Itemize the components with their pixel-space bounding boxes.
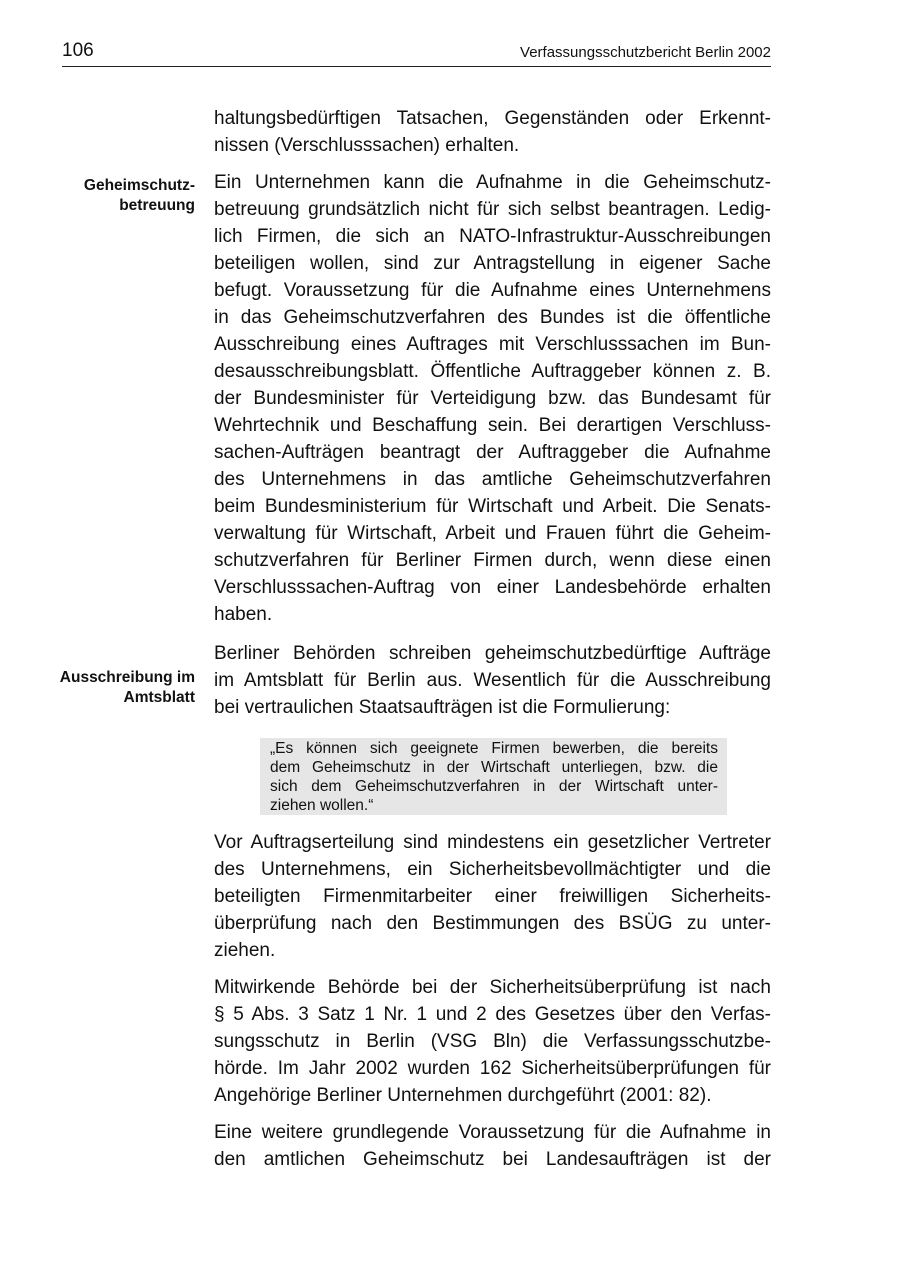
quote-line: dem Geheimschutz in der Wirtschaft unterliegen, bzw. die xyxy=(270,759,718,776)
text-line: haltungsbedürftigen Tatsachen, Gegenständen oder Erkennt- xyxy=(214,108,771,129)
paragraph-sicherheitsueberpruefung xyxy=(214,974,771,1109)
paragraph-geheimschutzbetreuung xyxy=(214,169,771,628)
text-line: beteiligen wollen, sind zur Antragstellung in eigener Sache xyxy=(214,253,771,274)
margin-note-ausschreibung-im-amtsblatt xyxy=(20,668,195,708)
text-line: Ausschreibung eines Auftrages mit Verschlusssachen im Bun- xyxy=(214,334,771,355)
quote-text xyxy=(270,739,718,815)
quote-line: „Es können sich geeignete Firmen bewerben, die bereits xyxy=(270,740,718,757)
text-line: befugt. Voraussetzung für die Aufnahme eines Unternehmens xyxy=(214,280,771,301)
margin-note-line: Geheimschutz- xyxy=(83,177,195,194)
paragraph-ausschreibung xyxy=(214,640,771,721)
text-line: sachen-Aufträgen beantragt der Auftraggeber die Aufnahme xyxy=(214,442,771,463)
text-line: beim Bundesministerium für Wirtschaft und Arbeit. Die Senats- xyxy=(214,496,771,517)
text-line: verwaltung für Wirtschaft, Arbeit und Frauen führt die Geheim- xyxy=(214,523,771,544)
quote-line: sich dem Geheimschutzverfahren in der Wirtschaft unter- xyxy=(270,778,718,795)
text-line: Wehrtechnik und Beschaffung sein. Bei derartigen Verschluss- xyxy=(214,415,771,436)
text-line: Angehörige Berliner Unternehmen durchgeführt (2001: 82). xyxy=(214,1085,712,1106)
text-line: Vor Auftragserteilung sind mindestens ein gesetzlicher Vertreter xyxy=(214,832,771,853)
text-line: sungsschutz in Berlin (VSG Bln) die Verfassungsschutzbe- xyxy=(214,1031,771,1052)
text-line: beteiligten Firmenmitarbeiter einer freiwilligen Sicherheits- xyxy=(214,886,771,907)
text-line: haben. xyxy=(214,604,273,625)
text-line: des Unternehmens, ein Sicherheitsbevollmächtigter und die xyxy=(214,859,771,880)
text-line: im Amtsblatt für Berlin aus. Wesentlich für die Ausschreibung xyxy=(214,670,771,691)
text-line: Verschlusssachen-Auftrag von einer Landesbehörde erhalten xyxy=(214,577,771,598)
margin-note-line: Amtsblatt xyxy=(123,689,195,706)
paragraph-voraussetzung xyxy=(214,1119,771,1173)
text-line: betreuung grundsätzlich nicht für sich selbst beantragen. Ledig- xyxy=(214,199,771,220)
margin-note-geheimschutzbetreuung xyxy=(20,176,195,216)
margin-note-line: Ausschreibung im xyxy=(59,669,195,686)
text-line: Eine weitere grundlegende Voraussetzung für die Aufnahme in xyxy=(214,1122,771,1143)
paragraph-auftragserteilung xyxy=(214,829,771,964)
margin-note-line: betreuung xyxy=(119,197,195,214)
text-line: Mitwirkende Behörde bei der Sicherheitsüberprüfung ist nach xyxy=(214,977,771,998)
text-line: ziehen. xyxy=(214,940,276,961)
running-title: Verfassungsschutzbericht Berlin 2002 xyxy=(520,44,771,61)
text-line: Berliner Behörden schreiben geheimschutzbedürftige Aufträge xyxy=(214,643,771,664)
text-line: in das Geheimschutzverfahren des Bundes ist die öffentliche xyxy=(214,307,771,328)
quote-line: ziehen wollen.“ xyxy=(270,797,374,814)
text-line: lich Firmen, die sich an NATO-Infrastruktur-Ausschreibungen xyxy=(214,226,771,247)
text-line: überprüfung nach den Bestimmungen des BSÜG zu unter- xyxy=(214,913,771,934)
text-line: desausschreibungsblatt. Öffentliche Auftraggeber können z. B. xyxy=(214,361,771,382)
text-line: bei vertraulichen Staatsaufträgen ist die Formulierung: xyxy=(214,697,671,718)
text-line: nissen (Verschlusssachen) erhalten. xyxy=(214,135,520,156)
page-header xyxy=(62,36,771,67)
text-line: § 5 Abs. 3 Satz 1 Nr. 1 und 2 des Gesetzes über den Verfas- xyxy=(214,1004,771,1025)
paragraph-continuation xyxy=(214,105,771,159)
text-line: hörde. Im Jahr 2002 wurden 162 Sicherheitsüberprüfungen für xyxy=(214,1058,771,1079)
text-line: der Bundesminister für Verteidigung bzw. das Bundesamt für xyxy=(214,388,771,409)
text-line: schutzverfahren für Berliner Firmen durch, wenn diese einen xyxy=(214,550,771,571)
page-number: 106 xyxy=(62,40,94,61)
text-line: des Unternehmens in das amtliche Geheimschutzverfahren xyxy=(214,469,771,490)
text-line: den amtlichen Geheimschutz bei Landesaufträgen ist der xyxy=(214,1149,771,1170)
text-line: Ein Unternehmen kann die Aufnahme in die Geheimschutz- xyxy=(214,172,771,193)
